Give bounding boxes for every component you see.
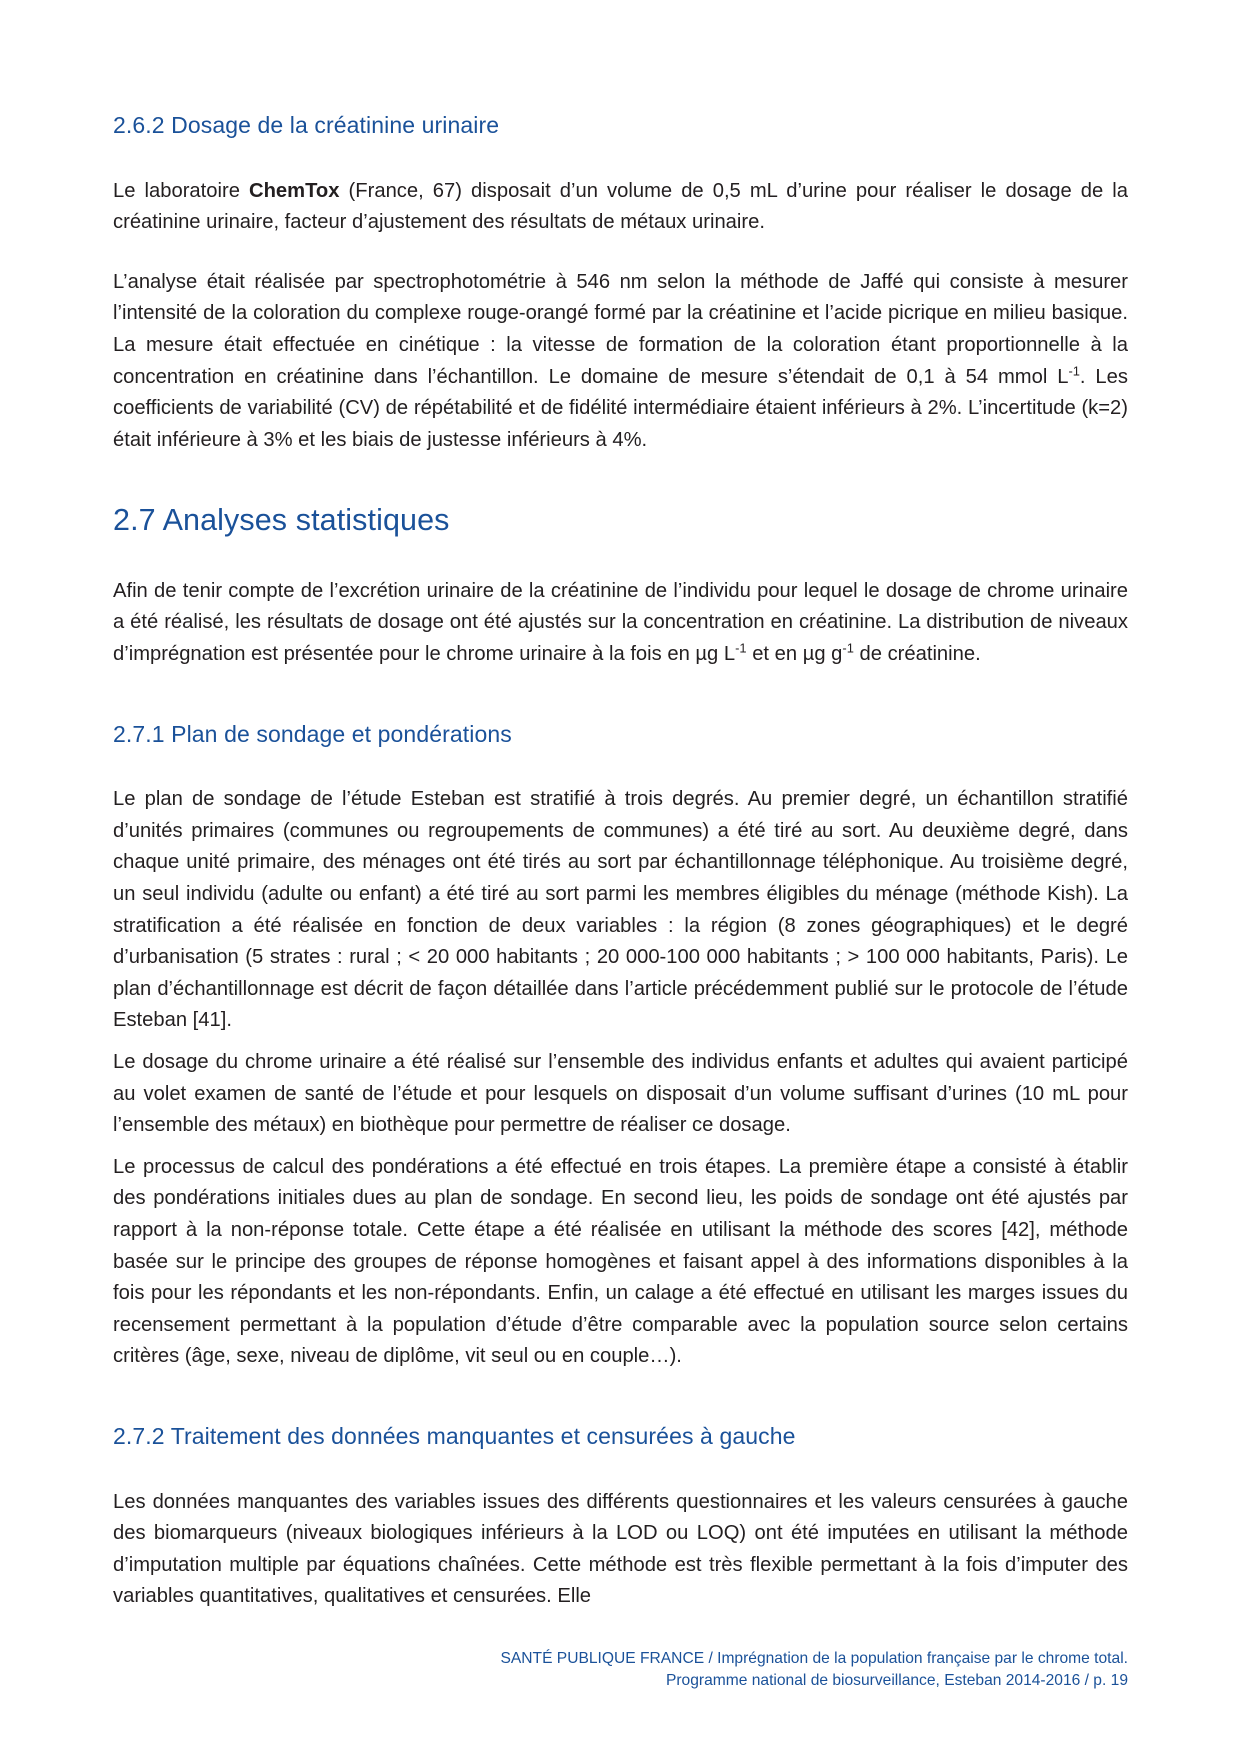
heading-2-7-2: 2.7.2 Traitement des données manquantes et censurées à gauche xyxy=(113,1423,796,1450)
heading-2-7: 2.7 Analyses statistiques xyxy=(113,503,450,538)
paragraph-chemtox-pre: Le laboratoire xyxy=(113,179,249,202)
spacer xyxy=(113,239,1128,267)
page-content xyxy=(113,112,1128,1613)
paragraph-jaffe-method xyxy=(113,267,1128,457)
spacer xyxy=(113,1037,1128,1047)
paragraph-missing-data: Les données manquantes des variables issues des différents questionnaires et les valeurs censurées à gauche des biomarqueurs (niveaux biologiques inférieurs à la LOD ou LOQ) ont été imputées en utilisant la méthode d’imputation multiple par équations chaînées. Cette méthode est très flexible permettant à la fois d’imputer des variables quantitatives, qualitatives et censurées. Elle xyxy=(113,1490,1128,1608)
paragraph-jaffe-part-a: L’analyse était réalisée par spectrophotométrie à 546 nm selon la méthode de Jaffé qui consiste à mesurer l’intensité de la coloration du complexe rouge-orangé formé par la créatinine et l’acide picrique en milieu basique. La mesure était effectuée en cinétique : la vitesse de formation de la coloration étant proportionnelle à la concentration en créatinine dans l’échantillon. Le domaine de mesure s’étendait de 0,1 à 54 mmol L xyxy=(113,270,1128,388)
spacer xyxy=(113,1142,1128,1152)
page-footer xyxy=(113,1648,1128,1692)
spacer xyxy=(113,1373,1128,1423)
paragraph-creatinine-adjustment xyxy=(113,576,1128,671)
spacer xyxy=(113,540,1128,576)
spacer xyxy=(113,140,1128,176)
paragraph-adjust-part-a: Afin de tenir compte de l’excrétion urinaire de la créatinine de l’individu pour lequel le dosage de chrome urinaire a été réalisé, les résultats de dosage ont été ajustés sur la concentration en créatinine. La distribution de niveaux d’imprégnation est présentée pour le chrome urinaire à la fois en µg L xyxy=(113,579,1128,665)
paragraph-urinary-chromium-assay: Le dosage du chrome urinaire a été réalisé sur l’ensemble des individus enfants et adultes qui avaient participé au volet examen de santé de l’étude et pour lesquels on disposait d’un volume suffisant d’urines (10 mL pour l’ensemble des métaux) en biothèque pour permettre de réaliser ce dosage. xyxy=(113,1050,1128,1137)
heading-2-7-1: 2.7.1 Plan de sondage et pondérations xyxy=(113,720,512,747)
paragraph-chemtox xyxy=(113,176,1128,239)
paragraph-adjust-part-c: de créatinine. xyxy=(853,642,981,665)
superscript-ug-per-litre: -1 xyxy=(735,640,747,656)
footer-line-1: SANTÉ PUBLIQUE FRANCE / Imprégnation de la population française par le chrome total. xyxy=(500,1649,1128,1667)
superscript-minus-one: -1 xyxy=(1068,362,1080,378)
paragraph-sampling-plan: Le plan de sondage de l’étude Esteban est stratifié à trois degrés. Au premier degré, un échantillon stratifié d’unités primaires (communes ou regroupements de communes) a été tiré au sort. Au deuxième degré, dans chaque unité primaire, des ménages ont été tirés au sort par échantillonnage téléphonique. Au troisième degré, un seul individu (adulte ou enfant) a été tiré au sort parmi les membres éligibles du ménage (méthode Kish). La stratification a été réalisée en fonction de deux variables : la région (8 zones géographiques) et le degré d’urbanisation (5 strates : rural ; < 20 000 habitants ; 20 000-100 000 habitants ; > 100 000 habitants, Paris). Le plan d’échantillonnage est décrit de façon détaillée dans l’article précédemment publié sur le protocole de l’étude Esteban [41]. xyxy=(113,788,1128,1032)
paragraph-weighting-process: Le processus de calcul des pondérations a été effectué en trois étapes. La première étape a consisté à établir des pondérations initiales dues au plan de sondage. En second lieu, les poids de sondage ont été ajustés par rapport à la non-réponse totale. Cette étape a été réalisée en utilisant la méthode des scores [42], méthode basée sur le principe des groupes de réponse homogènes et faisant appel à des informations disponibles à la fois pour les répondants et les non-répondants. Enfin, un calage a été effectué en utilisant les marges issues du recensement permettant à la population d’étude d’être comparable avec la population source selon certains critères (âge, sexe, niveau de diplôme, vit seul ou en couple…). xyxy=(113,1155,1128,1368)
paragraph-adjust-part-b: et en µg g xyxy=(746,642,843,665)
spacer xyxy=(113,1451,1128,1487)
spacer xyxy=(113,671,1128,721)
superscript-ug-per-gram: -1 xyxy=(842,640,854,656)
paragraph-chemtox-post: (France, 67) disposait d’un volume de 0,5 mL d’urine pour réaliser le dosage de la créatinine urinaire, facteur d’ajustement des résultats de métaux urinaire. xyxy=(113,179,1128,234)
spacer xyxy=(113,748,1128,784)
heading-2-6-2: 2.6.2 Dosage de la créatinine urinaire xyxy=(113,112,500,138)
paragraph-jaffe-part-b: . Les coefficients de variabilité (CV) de répétabilité et de fidélité intermédiaire étaient inférieurs à 2%. L’incertitude (k=2) était inférieure à 3% et les biais de justesse inférieurs à 4%. xyxy=(113,365,1128,451)
lab-name-chemtox: ChemTox xyxy=(249,179,340,202)
footer-line-2: Programme national de biosurveillance, Esteban 2014-2016 / p. 19 xyxy=(665,1671,1128,1689)
spacer xyxy=(113,456,1128,502)
